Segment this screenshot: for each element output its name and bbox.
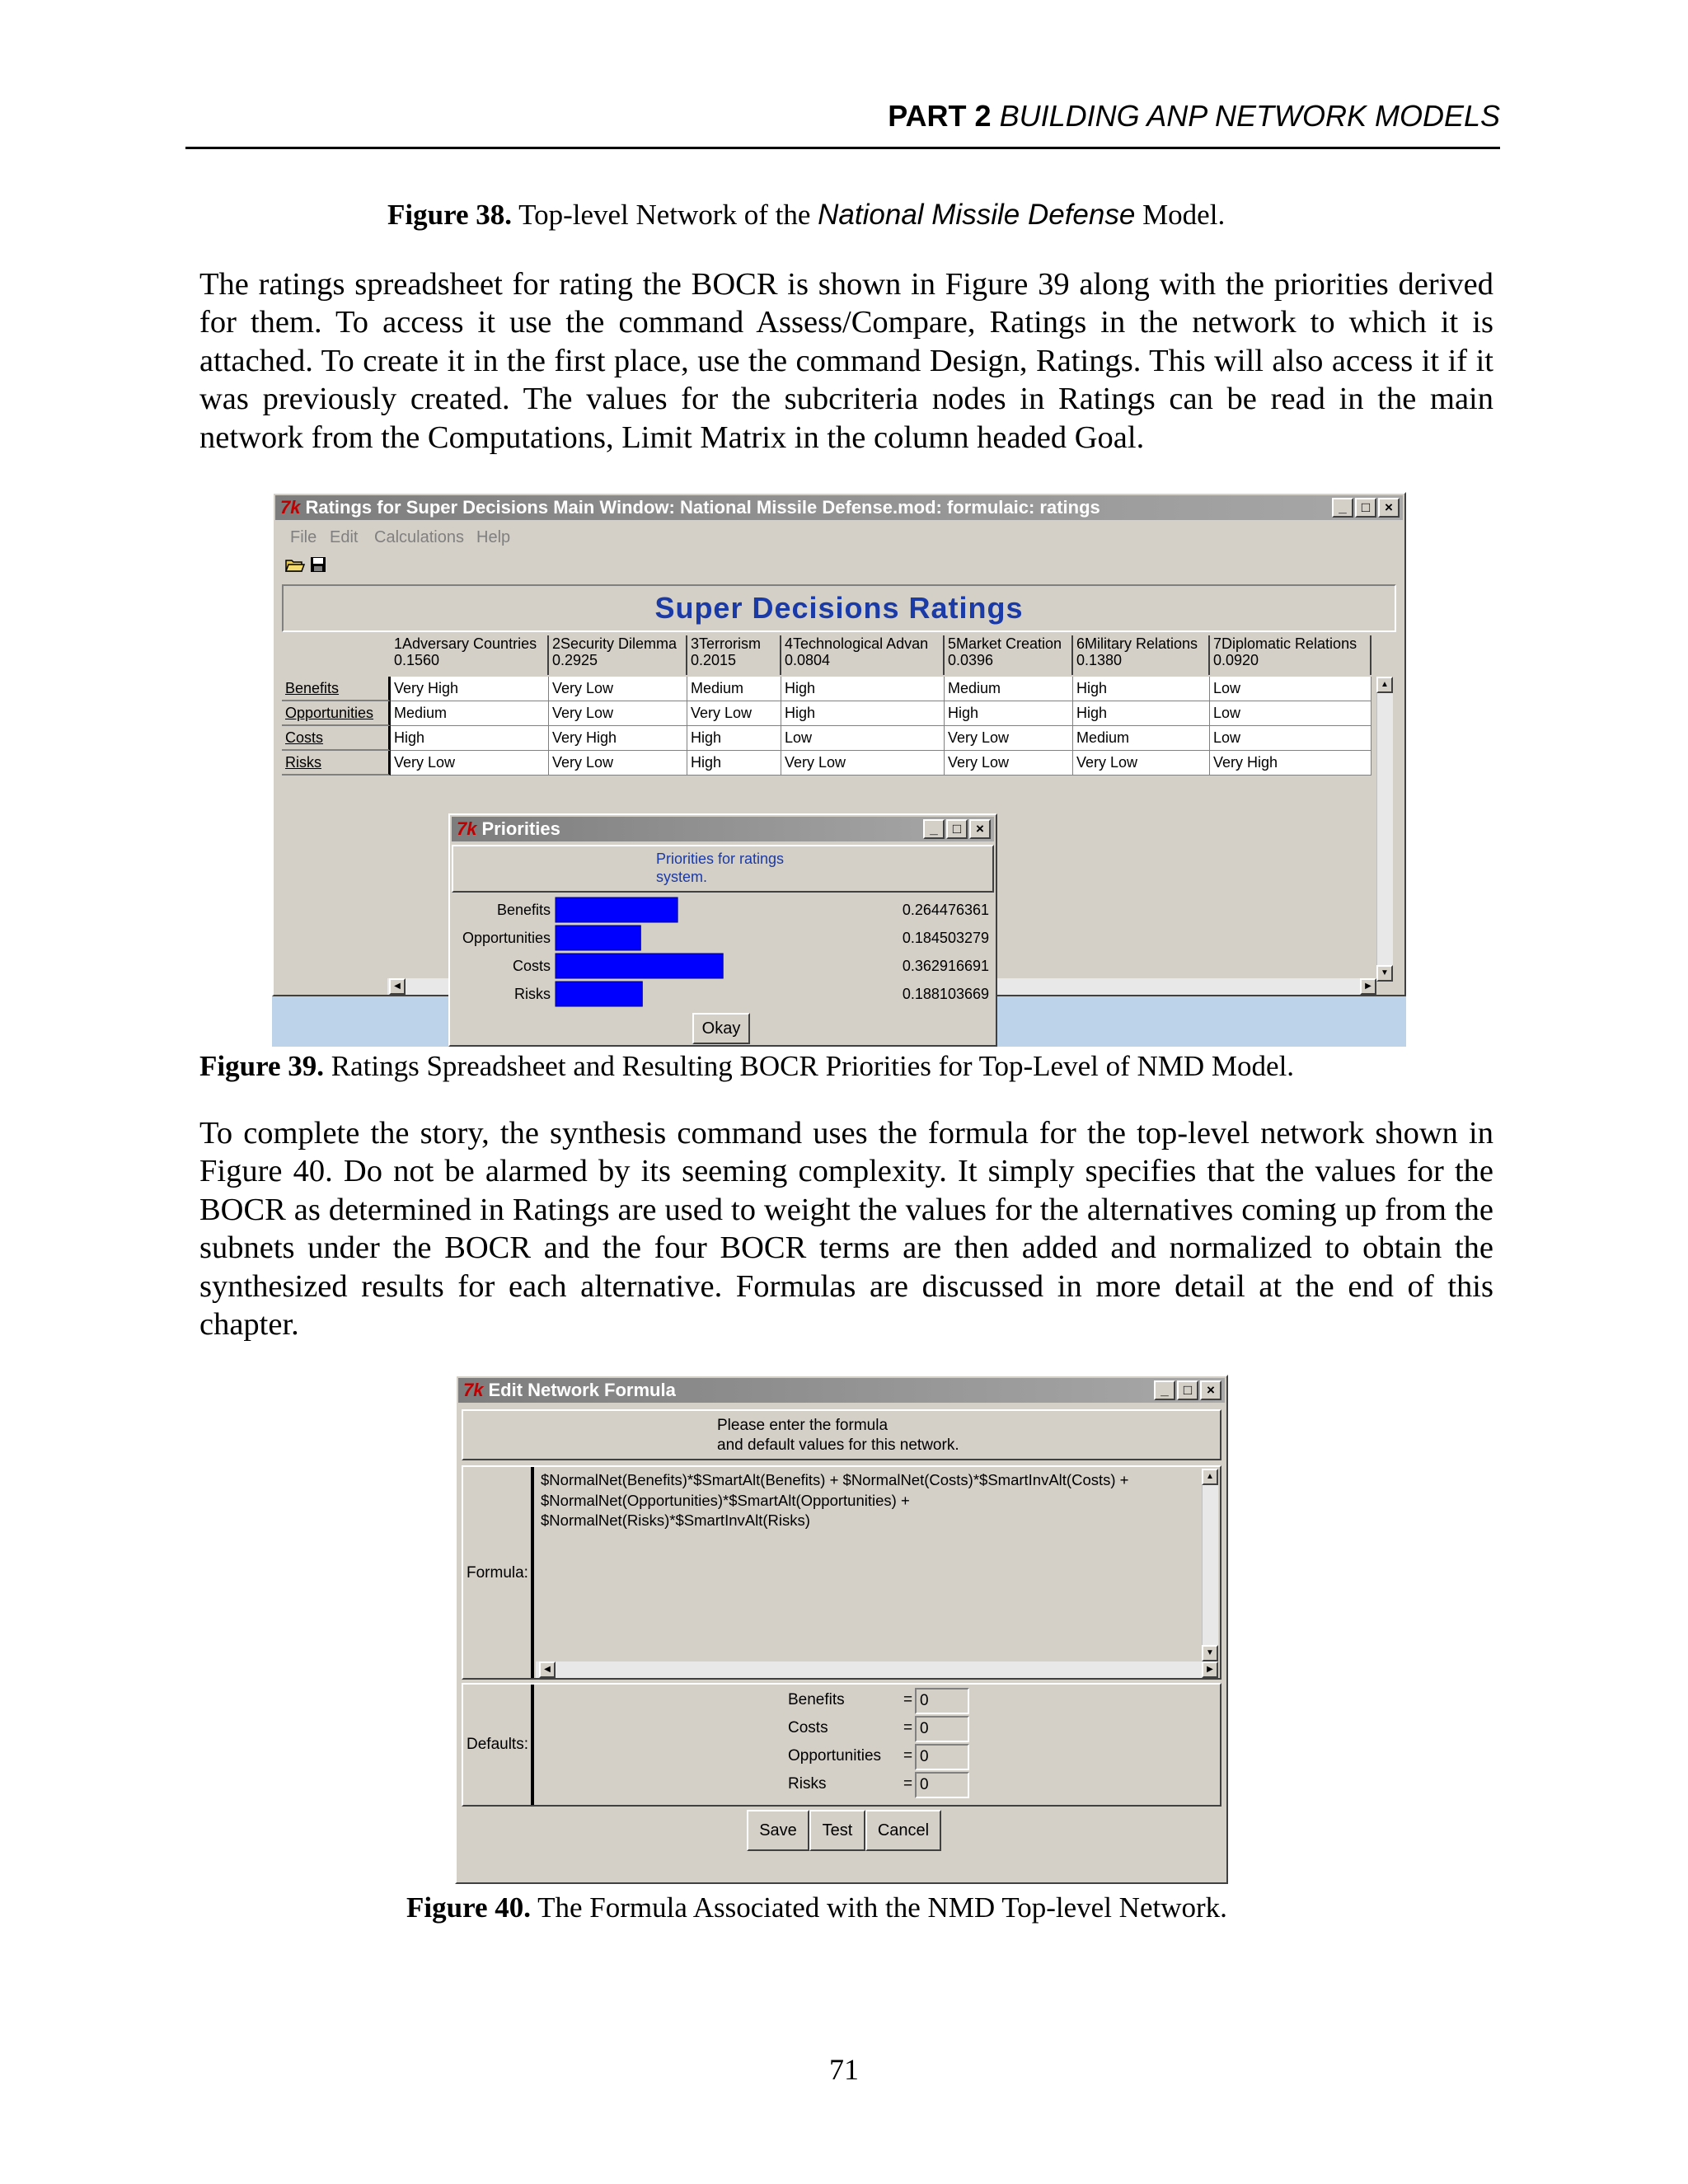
formula-line: $NormalNet(Benefits)*$SmartAlt(Benefits) + $NormalNet(Costs)*$SmartInvAlt(Costs) + (541, 1471, 1129, 1488)
rating-cell[interactable]: Low (1210, 701, 1372, 726)
scroll-left-icon[interactable]: ◀ (539, 1661, 556, 1678)
rating-cell[interactable]: Low (1210, 677, 1372, 701)
formula-window-title: Edit Network Formula (488, 1380, 676, 1400)
figure-38-model-name: National Missile Defense (818, 199, 1136, 231)
rating-cell[interactable]: Very Low (549, 751, 687, 776)
minimize-icon[interactable]: _ (1154, 1380, 1175, 1400)
ratings-banner-title: Super Decisions Ratings (654, 591, 1024, 625)
column-header[interactable]: 1Adversary Countries 0.1560 (391, 635, 549, 675)
rating-cell[interactable]: Very Low (687, 701, 781, 726)
close-icon[interactable]: × (969, 819, 991, 839)
row-header-opportunities[interactable]: Opportunities (282, 701, 391, 726)
ratings-banner (282, 584, 1396, 632)
rating-cell[interactable]: Medium (687, 677, 781, 701)
minimize-icon[interactable]: _ (923, 819, 945, 839)
part-label: PART 2 (888, 99, 992, 133)
formula-instructions: Please enter the formula and default values for this network. (717, 1417, 959, 1454)
defaults-label-box (463, 1685, 534, 1805)
paragraph-synthesis: To complete the story, the synthesis command uses the formula for the top-level network shown in Figure 40. Do not be alarmed by its seeming complexity. It simply specifies that the values for the BOCR as determined in Ratings are used to weight the values for the alternatives coming up from the subnets under the BOCR and the four BOCR terms are then added and normalized to obtain the synthesized results for each alternative. Formulas are discussed in more detail at the end of this chapter. (199, 1116, 1493, 1343)
tk-logo-icon: 7k (463, 1380, 484, 1400)
formula-row (462, 1465, 1221, 1680)
column-header[interactable]: 4Technological Advan 0.0804 (781, 635, 945, 675)
default-costs-input[interactable]: 0 (915, 1716, 969, 1742)
priority-bar (556, 954, 723, 978)
figure-39-caption (199, 1047, 1294, 1085)
default-benefits-input[interactable]: 0 (915, 1688, 969, 1714)
priority-label: Risks (514, 986, 551, 1002)
rating-cell[interactable]: Very Low (549, 677, 687, 701)
save-disk-icon[interactable] (310, 556, 326, 573)
tk-logo-icon: 7k (280, 497, 301, 518)
column-header[interactable]: 6Military Relations 0.1380 (1073, 635, 1210, 675)
priority-bar (556, 926, 640, 950)
figure-40-caption (406, 1889, 1227, 1927)
maximize-icon[interactable]: □ (1177, 1380, 1198, 1400)
rating-cell[interactable]: Medium (945, 677, 1073, 701)
rating-cell[interactable]: Low (781, 726, 945, 751)
scroll-down-icon[interactable]: ▼ (1202, 1645, 1218, 1661)
formula-label: Formula: (467, 1564, 528, 1582)
rating-cell[interactable]: High (781, 677, 945, 701)
figure-38-text-after: Model. (1142, 199, 1226, 231)
rating-cell[interactable]: Medium (391, 701, 549, 726)
scroll-right-icon[interactable]: ▶ (1360, 978, 1376, 995)
rating-cell[interactable]: High (1073, 677, 1210, 701)
figure-38-caption (387, 196, 1225, 234)
figure-39-text: Ratings Spreadsheet and Resulting BOCR Priorities for Top-Level of NMD Model. (331, 1050, 1295, 1082)
paragraph-ratings: The ratings spreadsheet for rating the BOCR is shown in Figure 39 along with the priorities derived for them. To access it use the command Assess/Compare, Ratings in the network to which it is attached. To create it in the first place, use the command Design, Ratings. This will also access it if it was previously created. The values for the subcriteria nodes in Ratings can be read in the main network from the Computations, Limit Matrix in the column headed Goal. (199, 267, 1493, 455)
priority-label: Benefits (496, 902, 551, 918)
scroll-right-icon[interactable]: ▶ (1202, 1661, 1218, 1678)
rating-cell[interactable]: Very Low (391, 751, 549, 776)
rating-cell[interactable]: Very Low (945, 751, 1073, 776)
column-header[interactable]: 3Terrorism 0.2015 (687, 635, 781, 675)
priorities-title: Priorities (481, 818, 560, 839)
scroll-down-icon[interactable]: ▼ (1376, 965, 1393, 982)
column-header[interactable]: 5Market Creation 0.0396 (945, 635, 1073, 675)
rating-cell[interactable]: High (1073, 701, 1210, 726)
priorities-heading: Priorities for ratings system. (656, 851, 785, 885)
formula-window (455, 1375, 1228, 1884)
row-header-risks[interactable]: Risks (282, 751, 391, 776)
scroll-up-icon[interactable]: ▲ (1202, 1469, 1218, 1485)
scroll-up-icon[interactable]: ▲ (1376, 677, 1393, 693)
okay-button[interactable]: Okay (692, 1013, 750, 1044)
vertical-scrollbar[interactable] (1376, 677, 1393, 982)
row-header-costs[interactable]: Costs (282, 726, 391, 751)
save-button[interactable]: Save (747, 1810, 809, 1851)
formula-line: $NormalNet(Opportunities)*$SmartAlt(Opportunities) + (541, 1491, 910, 1509)
formula-horizontal-scrollbar[interactable] (536, 1661, 1202, 1678)
ratings-screenshot (272, 492, 1406, 1047)
rating-cell[interactable]: High (781, 701, 945, 726)
page-number: 71 (829, 2053, 859, 2086)
priority-label: Costs (512, 958, 551, 974)
row-header-benefits[interactable]: Benefits (282, 677, 391, 701)
rating-cell[interactable]: Very High (1210, 751, 1372, 776)
rating-cell[interactable]: Very Low (945, 726, 1073, 751)
rating-cell[interactable]: High (945, 701, 1073, 726)
menu-file[interactable]: File (290, 528, 317, 546)
formula-instructions-box (462, 1409, 1221, 1460)
priority-bar (556, 898, 678, 922)
defaults-label: Defaults: (467, 1736, 528, 1753)
menu-help[interactable]: Help (476, 528, 511, 546)
figure-38-label: Figure 38. (387, 199, 513, 231)
formula-label-box (463, 1467, 534, 1678)
ratings-titlebar[interactable] (275, 495, 1403, 520)
priority-label: Opportunities (462, 930, 551, 946)
priorities-heading-box (452, 845, 994, 893)
formula-line: $NormalNet(Risks)*$SmartInvAlt(Risks) (541, 1511, 810, 1529)
menu-calculations[interactable]: Calculations (374, 528, 464, 546)
figure-40-label: Figure 40. (406, 1891, 532, 1924)
priorities-titlebar[interactable] (452, 817, 994, 841)
defaults-row: Defaults: Benefits = 0 Costs = 0 Opportunities = 0 Risks = 0 (462, 1683, 1221, 1807)
menu-edit[interactable]: Edit (330, 528, 359, 546)
close-icon[interactable]: × (1200, 1380, 1221, 1400)
rating-cell[interactable]: Very High (549, 726, 687, 751)
ratings-window-title: Ratings for Super Decisions Main Window: National Missile Defense.mod: formulaic: ratings (305, 497, 1100, 518)
formula-textarea[interactable] (536, 1467, 1192, 1661)
column-header[interactable]: 7Diplomatic Relations 0.0920 (1210, 635, 1372, 675)
formula-vertical-scrollbar[interactable] (1202, 1469, 1218, 1661)
column-header[interactable]: 2Security Dilemma 0.2925 (549, 635, 687, 675)
rating-cell[interactable]: High (687, 726, 781, 751)
rating-cell[interactable]: Very Low (781, 751, 945, 776)
open-folder-icon[interactable] (285, 556, 305, 573)
cancel-button[interactable]: Cancel (865, 1810, 941, 1851)
figure-40-text: The Formula Associated with the NMD Top-level Network. (537, 1891, 1227, 1924)
rating-cell[interactable]: High (687, 751, 781, 776)
figure-38-text-before: Top-level Network of the (518, 199, 811, 231)
default-risks-input[interactable]: 0 (915, 1772, 969, 1798)
figure-39-label: Figure 39. (199, 1050, 325, 1082)
tk-logo-icon: 7k (457, 818, 477, 839)
priority-value: 0.184503279 (902, 930, 989, 946)
default-opportunities-input[interactable]: 0 (915, 1744, 969, 1770)
rating-cell[interactable]: High (391, 726, 549, 751)
priority-value: 0.264476361 (902, 902, 989, 918)
rating-cell[interactable]: Medium (1073, 726, 1210, 751)
rating-cell[interactable]: Very High (391, 677, 549, 701)
priorities-dialog (448, 813, 997, 1047)
priority-bar (556, 982, 642, 1006)
part-topic: BUILDING ANP NETWORK MODELS (999, 99, 1500, 133)
rating-cell[interactable]: Very Low (1073, 751, 1210, 776)
close-icon[interactable]: × (1378, 498, 1400, 518)
rating-cell[interactable]: Very Low (549, 701, 687, 726)
formula-titlebar[interactable] (458, 1378, 1225, 1403)
running-header (185, 97, 1500, 149)
priority-value: 0.188103669 (902, 986, 989, 1002)
rating-cell[interactable]: Low (1210, 726, 1372, 751)
minimize-icon[interactable]: _ (1332, 498, 1353, 518)
maximize-icon[interactable]: □ (1355, 498, 1376, 518)
priorities-bar-chart (450, 894, 996, 1010)
priority-value: 0.362916691 (902, 958, 989, 974)
maximize-icon[interactable]: □ (946, 819, 968, 839)
scroll-left-icon[interactable]: ◀ (389, 978, 406, 995)
test-button[interactable]: Test (809, 1810, 865, 1851)
